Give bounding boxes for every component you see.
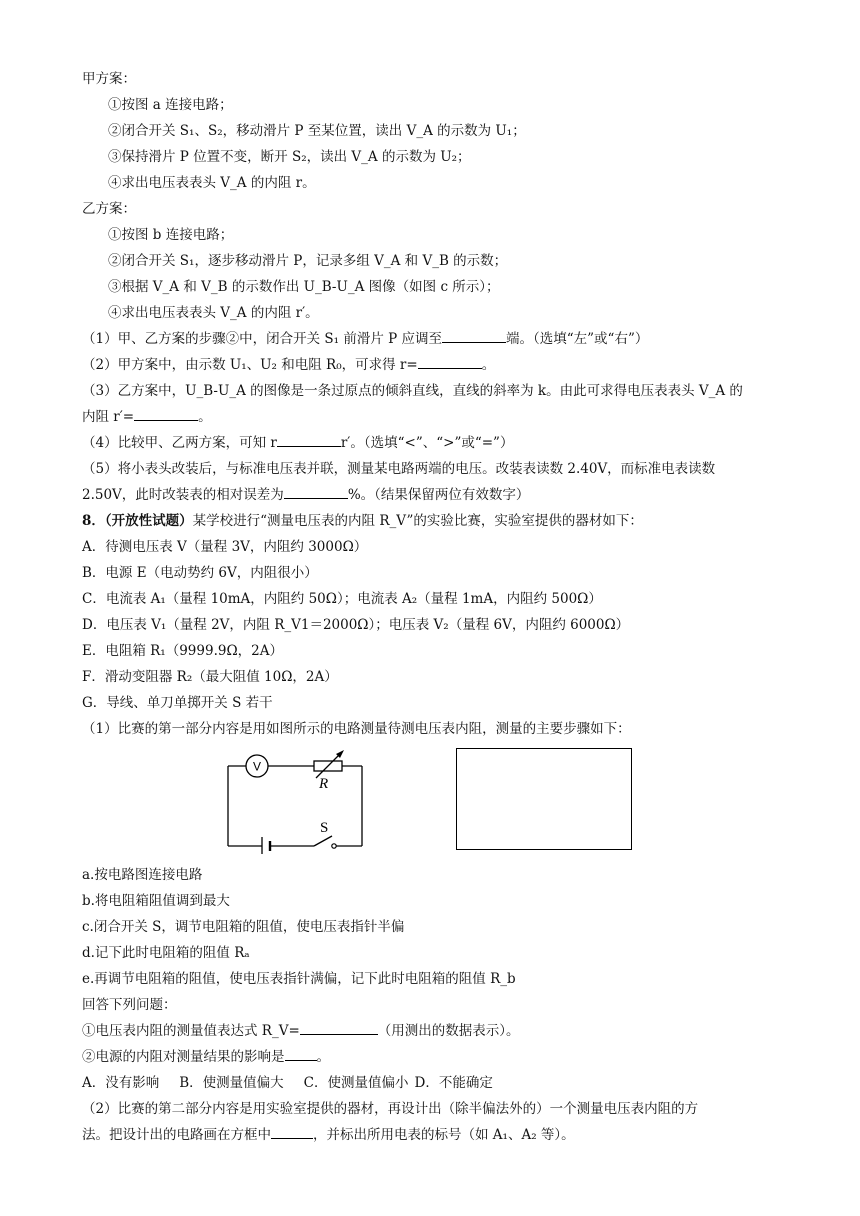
- sub-question-2: ②电源的内阻对测量结果的影响是 。: [82, 1044, 782, 1070]
- answer-blank[interactable]: [285, 1045, 317, 1061]
- step-a: a.按电路图连接电路: [82, 867, 203, 883]
- plan-b-step-4: ④求出电压表表头 V_A 的内阻 r′。: [108, 305, 319, 321]
- equipment-a: A．待测电压表 V（量程 3V，内阻约 3000Ω）: [82, 539, 368, 555]
- plan-a-step-3: ③保持滑片 P 位置不变，断开 S₂，读出 V_A 的示数为 U₂；: [108, 149, 471, 165]
- plan-a-heading: 甲方案：: [82, 71, 136, 87]
- choice-b[interactable]: B．使测量值偏大: [179, 1075, 284, 1091]
- plan-b-step-1: ①按图 b 连接电路；: [108, 227, 234, 243]
- question-5-cont: 2.50V，此时改装表的相对误差为 %。（结果保留两位有效数字）: [82, 482, 782, 508]
- equipment-b: B．电源 E（电动势约 6V，内阻很小）: [82, 565, 318, 581]
- voltmeter-label: V: [252, 759, 262, 774]
- part-2-cont: 法。把设计出的电路画在方框中 ，并标出所用电表的标号（如 A₁、A₂ 等）。: [82, 1122, 782, 1148]
- answer-blank[interactable]: [300, 1019, 378, 1035]
- answer-prompt: 回答下列问题：: [82, 997, 177, 1013]
- step-c: c.闭合开关 S，调节电阻箱的阻值，使电压表指针半偏: [82, 919, 405, 935]
- circuit-diagram: [220, 748, 370, 854]
- plan-b-heading: 乙方案：: [82, 201, 136, 217]
- plan-b-step-2: ②闭合开关 S₁，逐步移动滑片 P，记录多组 V_A 和 V_B 的示数；: [108, 253, 508, 269]
- problem-8-title: 8．（开放性试题）某学校进行“测量电压表的内阻 R_V”的实验比赛，实验室提供的器材如下：: [82, 513, 643, 529]
- choice-a[interactable]: A．没有影响: [82, 1075, 160, 1091]
- resistor-label: R: [319, 776, 329, 792]
- plan-a-step-1: ①按图 a 连接电路；: [108, 97, 233, 113]
- step-e: e.再调节电阻箱的阻值，使电压表指针满偏，记下此时电阻箱的阻值 R_b: [82, 971, 516, 987]
- answer-blank[interactable]: [418, 353, 482, 369]
- question-3: （3）乙方案中，U_B-U_A 的图像是一条过原点的倾斜直线，直线的斜率为 k。由此可求得电压表表头 V_A 的: [82, 383, 743, 399]
- choice-d[interactable]: D．不能确定: [414, 1075, 493, 1091]
- answer-blank[interactable]: [277, 431, 341, 447]
- question-3-cont: 内阻 r′= 。: [82, 404, 782, 430]
- circuit-answer-box[interactable]: [456, 748, 632, 850]
- question-1: （1）甲、乙方案的步骤②中，闭合开关 S₁ 前滑片 P 应调至 端。（选填“左”或“右”）: [82, 326, 782, 352]
- question-5: （5）将小表头改装后，与标准电压表并联，测量某电路两端的电压。改装表读数 2.40V，而标准电表读数: [82, 461, 716, 477]
- equipment-d: D．电压表 V₁（量程 2V，内阻 R_V1＝2000Ω）；电压表 V₂（量程 6V，内阻约 6000Ω）: [82, 617, 630, 633]
- equipment-f: F．滑动变阻器 R₂（最大阻值 10Ω，2A）: [82, 669, 338, 685]
- step-b: b.将电阻箱阻值调到最大: [82, 893, 230, 909]
- answer-blank[interactable]: [271, 1123, 313, 1139]
- answer-blank[interactable]: [442, 327, 506, 343]
- plan-b-step-3: ③根据 V_A 和 V_B 的示数作出 U_B-U_A 图像（如图 c 所示）；: [108, 279, 500, 295]
- question-2: （2）甲方案中，由示数 U₁、U₂ 和电阻 R₀，可求得 r= 。: [82, 352, 782, 378]
- sub-question-1: ①电压表内阻的测量值表达式 R_V= （用测出的数据表示）。: [82, 1018, 782, 1044]
- part-2-intro: （2）比赛的第二部分内容是用实验室提供的器材，再设计出（除半偏法外的）一个测量电压表内阻的方: [82, 1101, 699, 1117]
- part-1-intro: （1）比赛的第一部分内容是用如图所示的电路测量待测电压表内阻，测量的主要步骤如下：: [82, 721, 631, 737]
- plan-a-step-2: ②闭合开关 S₁、S₂，移动滑片 P 至某位置，读出 V_A 的示数为 U₁；: [108, 123, 526, 139]
- plan-a-step-4: ④求出电压表表头 V_A 的内阻 r。: [108, 175, 316, 191]
- question-4: （4）比较甲、乙两方案，可知 r r′。（选填“<”、“>”或“=”）: [82, 430, 782, 456]
- choice-options: [82, 1070, 782, 1096]
- equipment-c: C．电流表 A₁（量程 10mA，内阻约 50Ω）；电流表 A₂（量程 1mA，内阻约 500Ω）: [82, 591, 602, 607]
- equipment-g: G．导线、单刀单掷开关 S 若干: [82, 695, 273, 711]
- document-body: [82, 66, 782, 1148]
- figure-row: [82, 748, 782, 858]
- equipment-e: E．电阻箱 R₁（9999.9Ω，2A）: [82, 643, 283, 659]
- step-d: d.记下此时电阻箱的阻值 Rₐ: [82, 945, 250, 961]
- answer-blank[interactable]: [134, 405, 198, 421]
- answer-blank[interactable]: [284, 483, 348, 499]
- switch-label: S: [320, 820, 329, 836]
- choice-c[interactable]: C．使测量值偏小: [303, 1075, 409, 1091]
